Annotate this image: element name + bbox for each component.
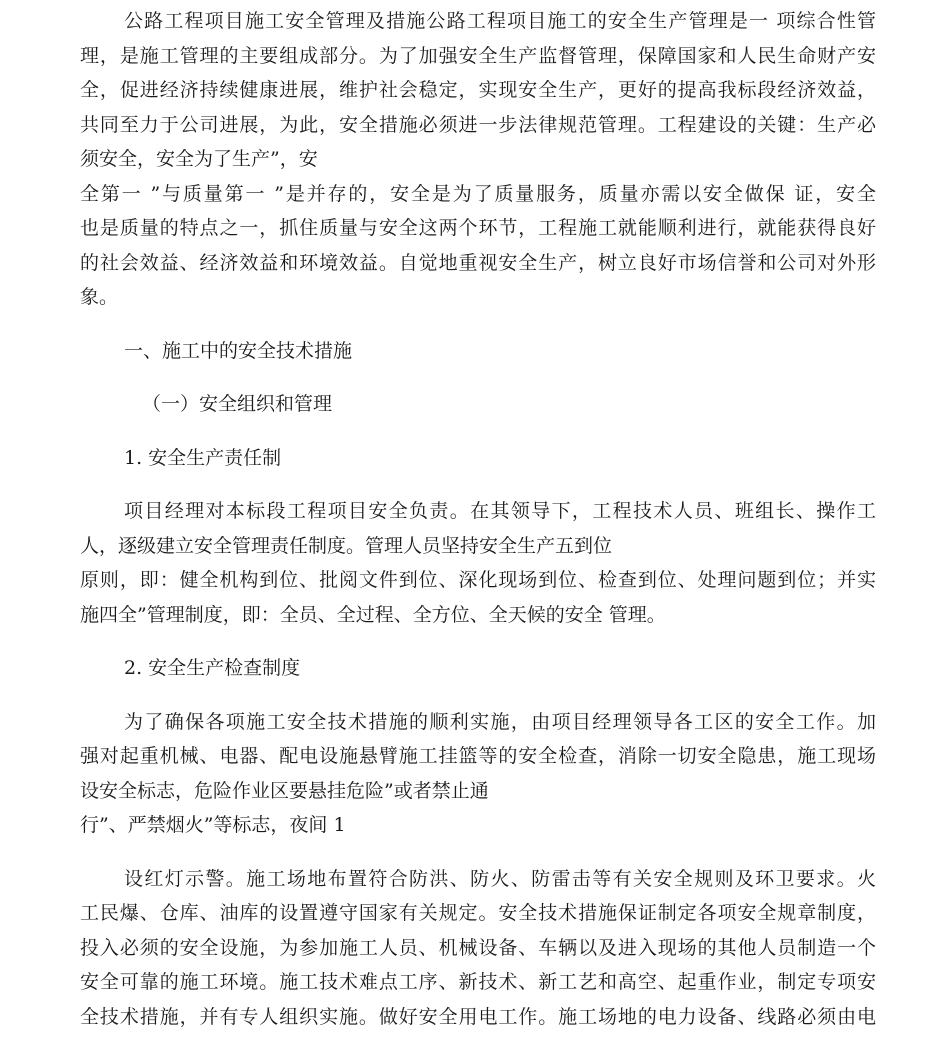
text-line: 共同至力于公司进展，为此，安全措施必须进一步法律规范管理。工程建设的关键：生产必 xyxy=(80,113,876,136)
item-heading-responsibility: 1. 安全生产责任制 xyxy=(124,446,282,469)
item-heading-inspection: 2. 安全生产检查制度 xyxy=(124,657,301,679)
text-line: 须安全，安全为了生产”，安 xyxy=(80,148,318,170)
paragraph-inspection xyxy=(80,705,876,809)
text-line: 全第一 ”与质量第一 ”是并存的，安全是为了质量服务，质量亦需以安全做保 证，安全 xyxy=(80,182,876,205)
text-line: 投入必须的安全设施，为参加施工人员、机械设备、车辆以及进入现场的其他人员制造一个 xyxy=(80,936,876,959)
paragraph-principles xyxy=(80,563,876,632)
paragraph-responsibility xyxy=(80,494,876,563)
text-line: 项目经理对本标段工程项目安全负责。在其领导下，工程技术人员、班组长、操作工 xyxy=(124,500,876,522)
text-line: 工民爆、仓库、油库的设置遵守国家有关规定。安全技术措施保证制定各项安全规章制度， xyxy=(80,902,876,924)
paragraph-signs xyxy=(80,808,876,843)
text-line: 象。 xyxy=(80,286,119,308)
paragraph-site-layout xyxy=(80,862,876,1035)
text-line: 人，逐级建立安全管理责任制度。管理人员坚持安全生产五到位 xyxy=(80,534,613,557)
text-line: 也是质量的特点之一，抓住质量与安全这两个环节，工程施工就能顺利进行，就能获得良好 xyxy=(80,217,876,239)
paragraph-safety-quality xyxy=(80,177,876,315)
section-heading: 一、施工中的安全技术措施 xyxy=(124,339,353,362)
text-line: 原则，即：健全机构到位、批阅文件到位、深化现场到位、检查到位、处理问题到位；并实 xyxy=(80,569,876,591)
text-line: 强对起重机械、电器、配电设施悬臂施工挂篮等的安全检查，消除一切安全隐患，施工现场 xyxy=(80,745,876,767)
text-line: 全技术措施，并有专人组织实施。做好安全用电工作。施工场地的电力设备、线路必须由电 xyxy=(80,1005,876,1028)
text-line: 行”、严禁烟火”等标志，夜间 1 xyxy=(80,814,346,836)
text-line: 为了确保各项施工安全技术措施的顺利实施，由项目经理领导各工区的安全工作。加 xyxy=(124,710,876,733)
text-line: 设安全标志，危险作业区要悬挂危险”或者禁止通 xyxy=(80,779,489,802)
text-line: 全，促进经济持续健康进展，维护社会稳定，实现安全生产，更好的提高我标段经济效益， xyxy=(80,79,876,101)
document-page xyxy=(80,4,876,1034)
text-line: 理，是施工管理的主要组成部分。为了加强安全生产监督管理，保障国家和人民生命财产安 xyxy=(80,44,876,67)
paragraph-intro xyxy=(80,4,876,177)
subsection-heading: （一）安全组织和管理 xyxy=(142,393,333,415)
text-line: 的社会效益、经济效益和环境效益。自觉地重视安全生产，树立良好市场信誉和公司对外形 xyxy=(80,251,876,274)
text-line: 设红灯示警。施工场地布置符合防洪、防火、防雷击等有关安全规则及环卫要求。火 xyxy=(124,867,876,890)
text-line: 施四全”管理制度，即：全员、全过程、全方位、全天候的安全 管理。 xyxy=(80,603,666,626)
text-line: 安全可靠的施工环境。施工技术难点工序、新技术、新工艺和高空、起重作业，制定专项安 xyxy=(80,971,876,993)
text-line: 公路工程项目施工安全管理及措施公路工程项目施工的安全生产管理是一 项综合性管 xyxy=(124,10,876,32)
